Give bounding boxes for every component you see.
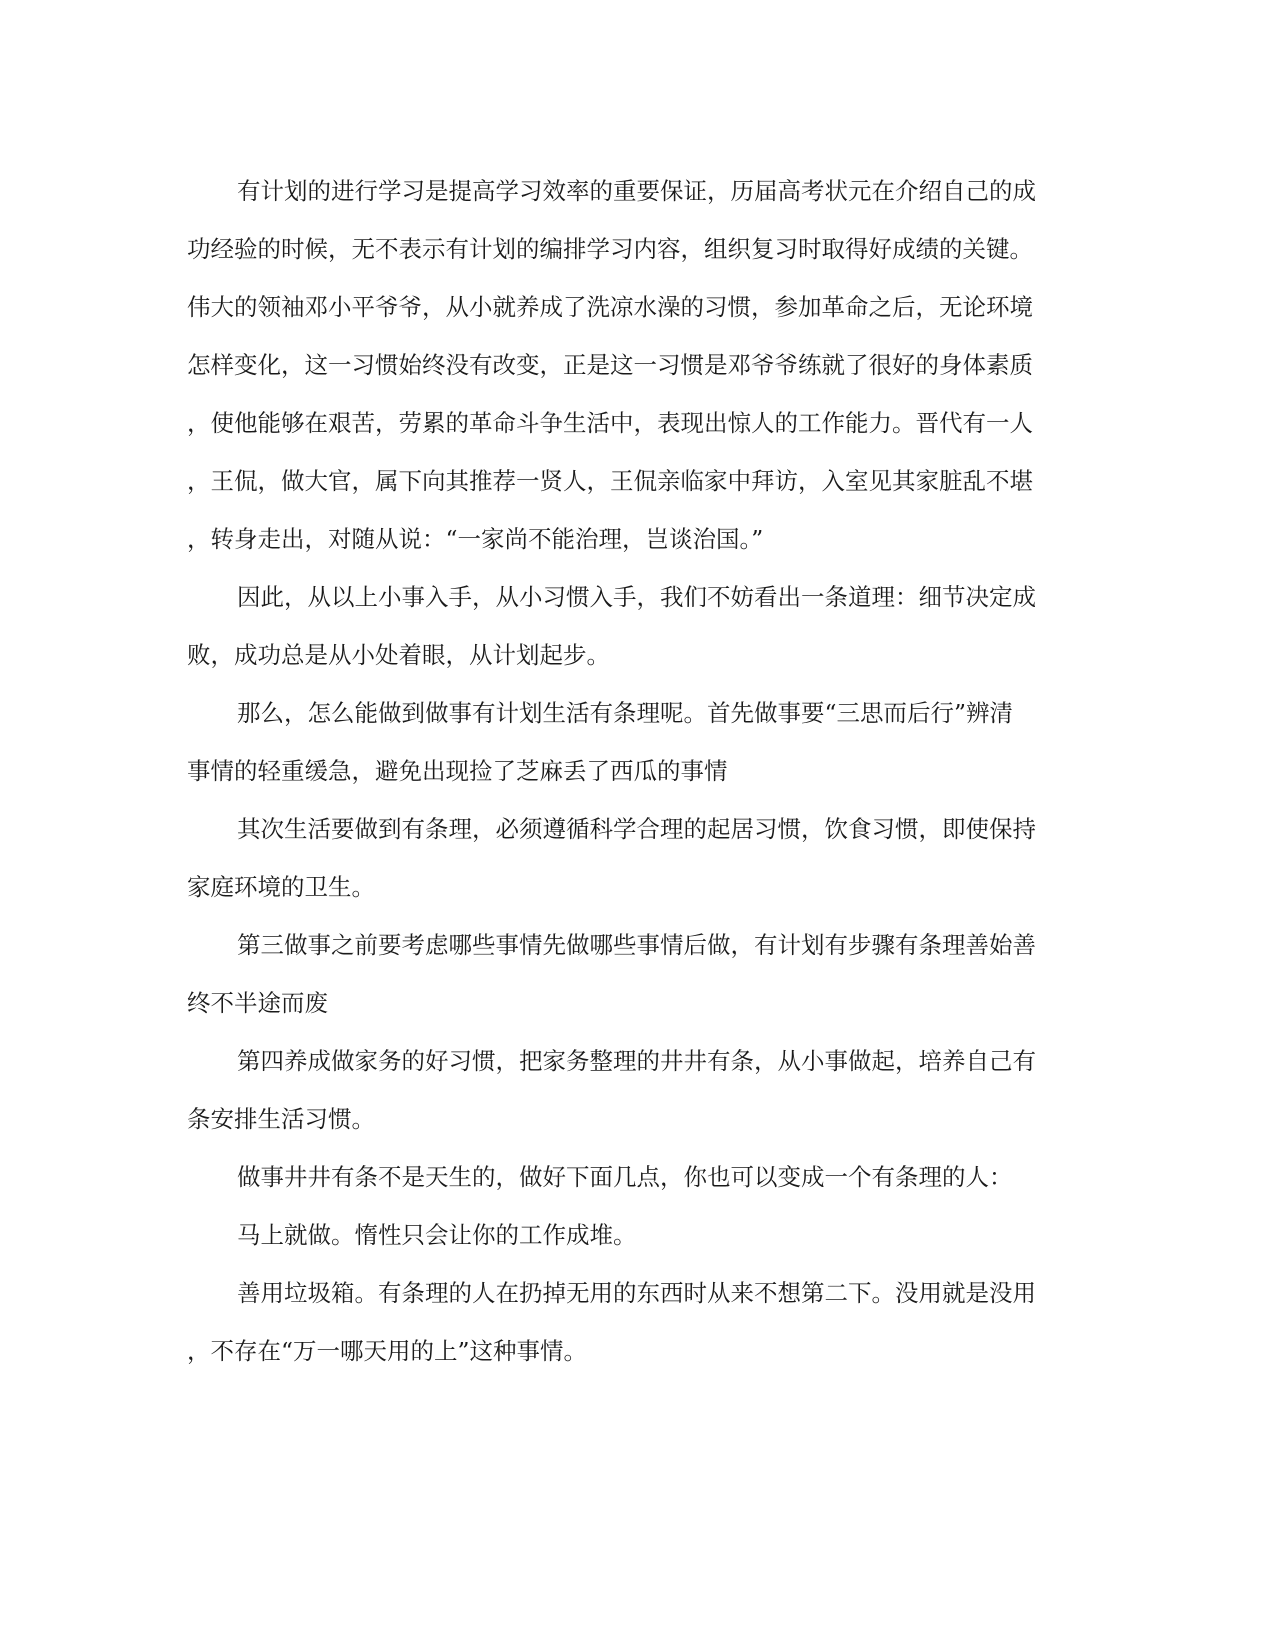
- text-line: ，不存在“万一哪天用的上”这种事情。: [187, 1337, 588, 1365]
- text-line: 条安排生活习惯。: [187, 1105, 375, 1133]
- paragraph: [187, 1032, 1087, 1148]
- text-line: 第四养成做家务的好习惯，把家务整理的井井有条，从小事做起，培养自己有: [237, 1047, 1036, 1075]
- text-line: 那么，怎么能做到做事有计划生活有条理呢。首先做事要“三思而后行”辨清: [237, 699, 1014, 727]
- text-line: ，转身走出，对随从说：“一家尚不能治理，岂谈治国。”: [187, 525, 764, 553]
- text-line: ，王侃，做大官，属下向其推荐一贤人，王侃亲临家中拜访，入室见其家脏乱不堪: [187, 467, 1033, 495]
- text-line: 其次生活要做到有条理，必须遵循科学合理的起居习惯，饮食习惯，即使保持: [237, 815, 1036, 843]
- paragraph: [187, 568, 1087, 684]
- text-line: 因此，从以上小事入手，从小习惯入手，我们不妨看出一条道理：细节决定成: [237, 583, 1036, 611]
- text-line: 马上就做。惰性只会让你的工作成堆。: [237, 1221, 637, 1249]
- text-line: 做事井井有条不是天生的，做好下面几点，你也可以变成一个有条理的人：: [237, 1163, 1013, 1191]
- text-line: 怎样变化，这一习惯始终没有改变，正是这一习惯是邓爷爷练就了很好的身体素质: [187, 351, 1033, 379]
- text-line: 善用垃圾箱。有条理的人在扔掉无用的东西时从来不想第二下。没用就是没用: [237, 1279, 1036, 1307]
- paragraph: [187, 916, 1087, 1032]
- text-line: 有计划的进行学习是提高学习效率的重要保证，历届高考状元在介绍自己的成: [237, 177, 1036, 205]
- text-line: 第三做事之前要考虑哪些事情先做哪些事情后做，有计划有步骤有条理善始善: [237, 931, 1036, 959]
- paragraph: [187, 162, 1087, 568]
- text-line: 功经验的时候，无不表示有计划的编排学习内容，组织复习时取得好成绩的关键。: [187, 235, 1033, 263]
- text-line: 终不半途而废: [187, 989, 328, 1017]
- text-line: 败，成功总是从小处着眼，从计划起步。: [187, 641, 610, 669]
- text-line: 伟大的领袖邓小平爷爷，从小就养成了洗凉水澡的习惯，参加革命之后，无论环境: [187, 293, 1033, 321]
- text-line: ，使他能够在艰苦，劳累的革命斗争生活中，表现出惊人的工作能力。晋代有一人: [187, 409, 1033, 437]
- paragraph: [187, 1264, 1087, 1380]
- paragraph: [187, 1206, 1087, 1264]
- text-line: 事情的轻重缓急，避免出现捡了芝麻丢了西瓜的事情: [187, 757, 728, 785]
- paragraph: [187, 800, 1087, 916]
- document-body: [187, 162, 1087, 1380]
- paragraph: [187, 684, 1087, 800]
- text-line: 家庭环境的卫生。: [187, 873, 375, 901]
- paragraph: [187, 1148, 1087, 1206]
